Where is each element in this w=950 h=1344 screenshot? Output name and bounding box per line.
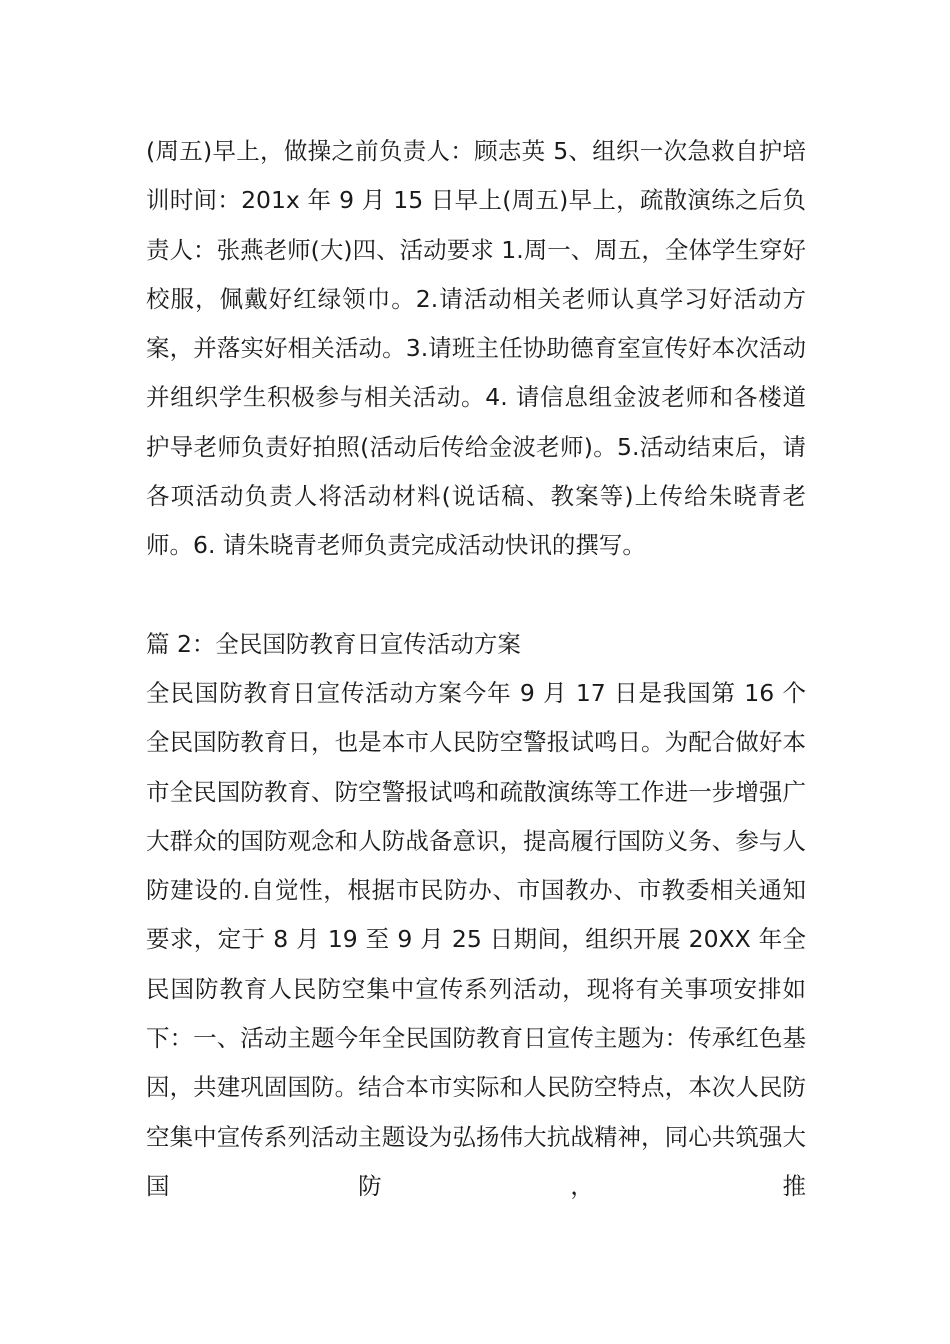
body-paragraph-national-defense-plan: 全民国防教育日宣传活动方案今年 9 月 17 日是我国第 16 个全民国防教育日，也是本市人民防空警报试鸣日。为配合做好本市全民国防教育、防空警报试鸣和疏散演练等工作进一步增强广大群众的国防观念和人防战备意识，提高履行国防义务、参与人防建设的.自觉性，根据市民防办、市国教办、市教委相关通知要求，定于 8 月 19 至 9 月 25 日期间，组织开展 20XX 年全民国防教育人民防空集中宣传系列活动，现将有关事项安排如下：一、活动主题今年全民国防教育日宣传主题为：传承红色基因，共建巩固国防。结合本市实际和人民防空特点，本次人民防空集中宣传系列活动主题设为弘扬伟大抗战精神，同心共筑强大国防，推 — [146, 679, 806, 1200]
section-heading: 篇 2：全民国防教育日宣传活动方案 — [146, 630, 521, 658]
body-paragraph-activity-requirements: (周五)早上，做操之前负责人：顾志英 5、组织一次急救自护培训时间：201x 年 9 月 15 日早上(周五)早上，疏散演练之后负责人：张燕老师(大)四、活动要求 1.周一、周五，全体学生穿好校服，佩戴好红绿领巾。2.请活动相关老师认真学习好活动方案，并落实好相关活动。3.请班主任协助德育室宣传好本次活动并组织学生积极参与相关活动。4. 请信息组金波老师和各楼道护导老师负责好拍照(活动后传给金波老师)。5.活动结束后，请各项活动负责人将活动材料(说话稿、教案等)上传给朱晓青老师。6. 请朱晓青老师负责完成活动快讯的撰写。 — [146, 137, 806, 560]
